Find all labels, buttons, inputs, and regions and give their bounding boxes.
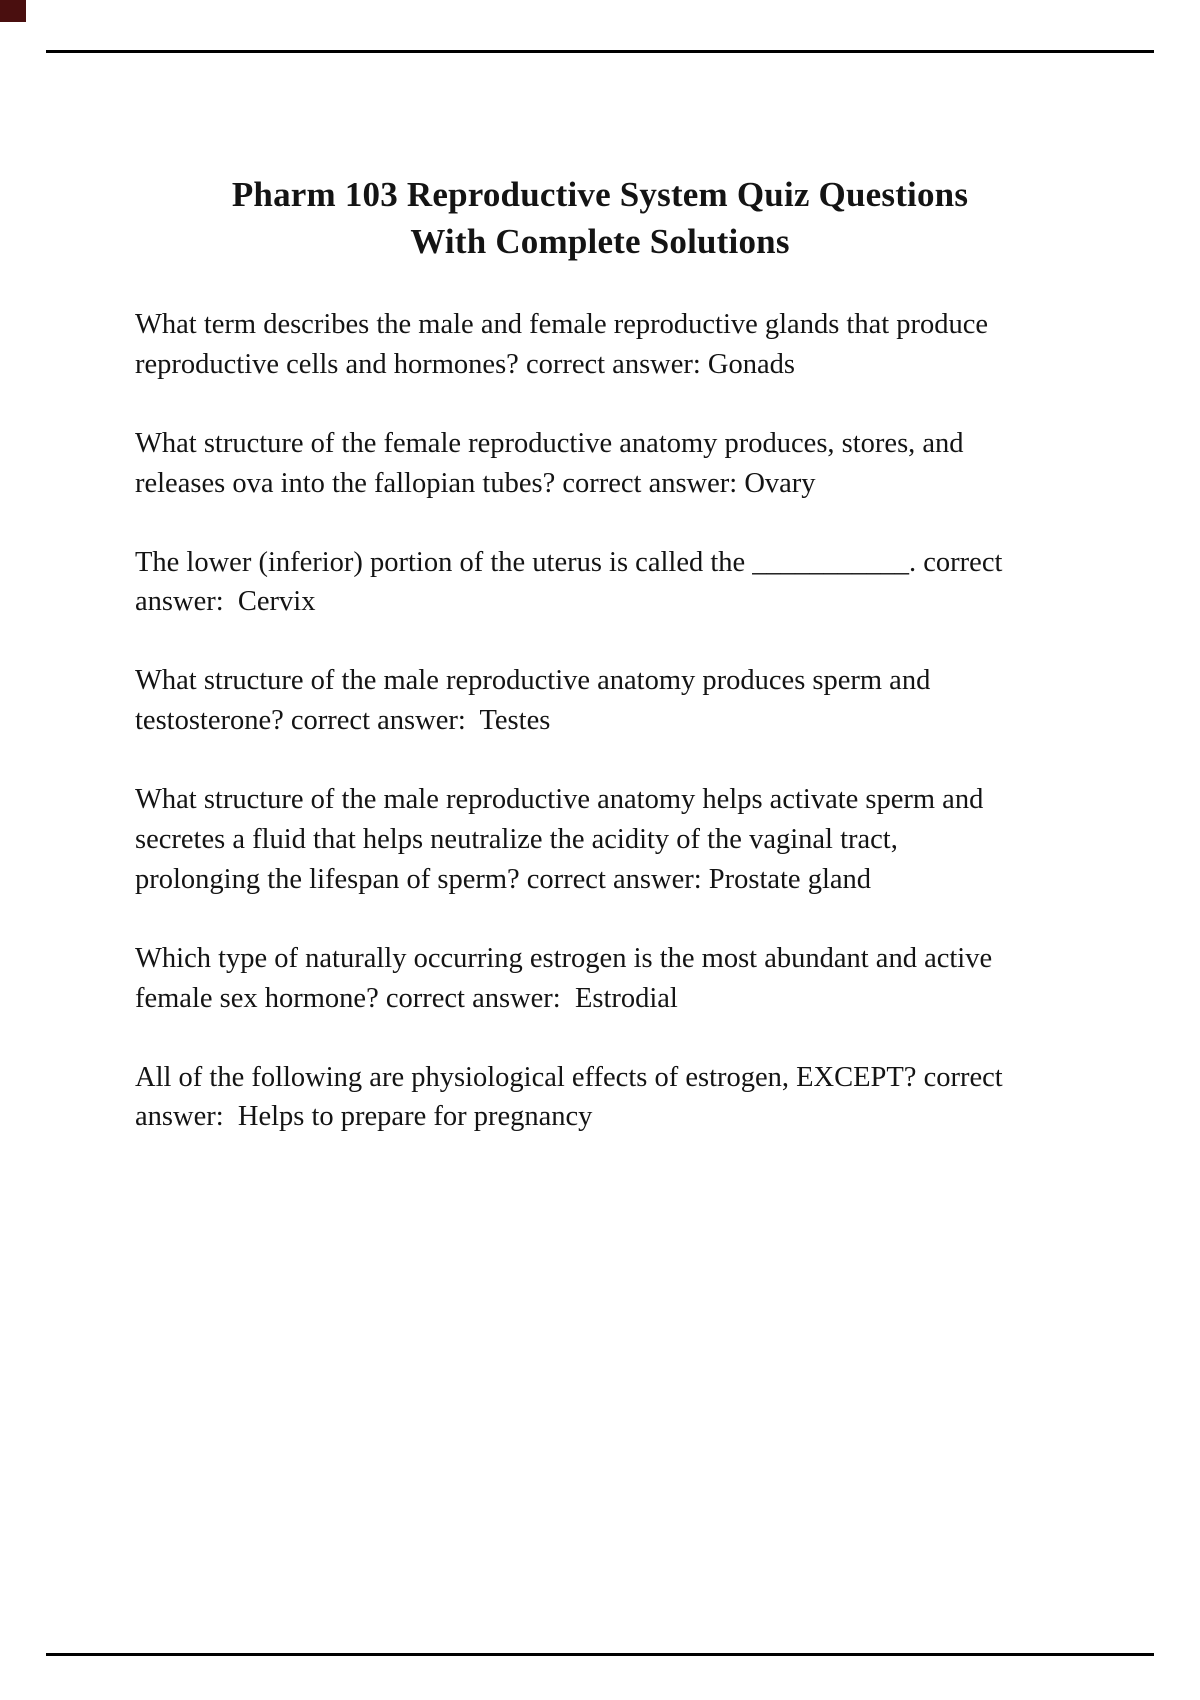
qa-list <box>135 305 1010 1176</box>
qa-paragraph: All of the following are physiological effects of estrogen, EXCEPT? correct answer: Helps to prepare for pregnancy <box>135 1061 1010 1133</box>
qa-paragraph: What structure of the male reproductive anatomy produces sperm and testosterone? correct answer: Testes <box>135 665 938 737</box>
scan-corner-artifact <box>0 0 26 22</box>
page-title <box>100 172 1100 265</box>
qa-paragraph: What structure of the female reproductive anatomy produces, stores, and releases ova into the fallopian tubes? correct answer: Ovary <box>135 427 971 499</box>
qa-paragraph: The lower (inferior) portion of the uterus is called the ___________. correct answer: Cervix <box>135 546 1010 618</box>
qa-paragraph: What term describes the male and female reproductive glands that produce reproductive cells and hormones? correct answer: Gonads <box>135 309 996 380</box>
top-rule <box>46 50 1154 53</box>
page-title-line2: With Complete Solutions <box>410 221 790 261</box>
bottom-rule <box>46 1653 1154 1656</box>
qa-paragraph: Which type of naturally occurring estrogen is the most abundant and active female sex hormone? correct answer: Estrodial <box>135 942 1000 1014</box>
page-title-line1: Pharm 103 Reproductive System Quiz Questions <box>231 175 969 214</box>
qa-paragraph: What structure of the male reproductive anatomy helps activate sperm and secretes a fluid that helps neutralize the acidity of the vaginal tract, prolonging the lifespan of sperm? correct answer: Prostate gland <box>135 784 991 895</box>
